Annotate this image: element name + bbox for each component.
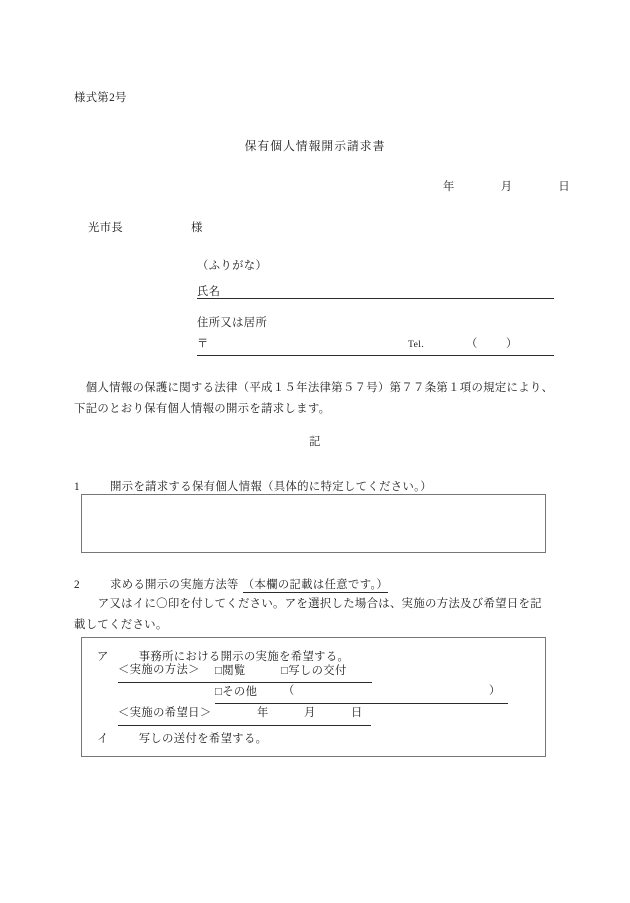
checkbox-browse[interactable] (215, 665, 246, 677)
form-number: 様式第2号 (74, 92, 127, 104)
body-paragraph-line-1: 個人情報の保護に関する法律（平成１５年法律第５７号）第７７条第１項の規定により、 (74, 382, 554, 394)
option-a-row[interactable] (97, 647, 349, 665)
item-1-heading (74, 477, 432, 495)
checkbox-other-label: その他 (222, 686, 258, 698)
item-2-instruction (74, 594, 564, 636)
option-b-row[interactable] (97, 729, 267, 747)
disclosure-method-box[interactable] (81, 637, 546, 757)
date-line (443, 177, 570, 195)
date-day-label: 日 (558, 181, 571, 193)
desired-date-row[interactable] (118, 708, 371, 726)
furigana-label: （ふりがな） (197, 260, 268, 272)
option-b-marker: イ (97, 733, 109, 745)
item-2-heading (74, 575, 388, 593)
checkbox-copy-delivery[interactable] (281, 665, 347, 677)
item-2-instruction-line-1: ア又はイに〇印を付してください。アを選択した場合は、実施の方法及び希望日を記 (86, 598, 542, 610)
item-1-answer-box[interactable] (81, 494, 546, 553)
recipient-honorific: 様 (191, 222, 203, 234)
other-paren-close: ） (489, 685, 501, 697)
tel-label: Tel. (408, 339, 425, 350)
method-choices-row[interactable] (118, 665, 372, 683)
checkbox-other-box: □ (215, 686, 223, 698)
item-2-heading-note: （本欄の記載は任意です。） (242, 579, 389, 591)
checkbox-other[interactable] (215, 686, 257, 698)
address-tel-field[interactable] (197, 339, 554, 356)
tel-paren-open: （ (466, 338, 478, 350)
method-other-row[interactable] (215, 686, 508, 704)
item-1-number: 1 (74, 481, 81, 493)
item-2-instruction-line-2: 載してください。 (74, 619, 168, 631)
desired-date-label: ＜実施の希望日＞ (118, 707, 212, 719)
recipient-line (88, 218, 203, 236)
address-label: 住所又は居所 (197, 317, 268, 329)
postal-mark-icon: 〒 (197, 338, 209, 350)
method-label: ＜実施の方法＞ (118, 664, 200, 676)
item-1-heading-text: 開示を請求する保有個人情報（具体的に特定してください。） (110, 481, 432, 493)
name-label: 氏名 (197, 286, 221, 298)
checkbox-browse-box: □ (215, 665, 223, 677)
date-month-label: 月 (500, 181, 513, 193)
name-field[interactable] (197, 282, 554, 299)
desired-date-month-label: 月 (304, 707, 316, 719)
desired-date-year-label: 年 (257, 707, 269, 719)
checkbox-copy-delivery-label: 写しの交付 (288, 665, 347, 677)
ki-marker: 記 (309, 436, 321, 448)
item-2-number: 2 (74, 579, 81, 591)
item-1-answer-value (82, 495, 545, 507)
recipient-name: 光市長 (88, 222, 124, 234)
desired-date-day-label: 日 (351, 707, 363, 719)
body-paragraph (74, 378, 564, 420)
option-a-text: 事務所における開示の実施を希望する。 (138, 651, 350, 663)
option-b-text: 写しの送付を希望する。 (138, 733, 268, 745)
checkbox-browse-label: 閲覧 (222, 665, 246, 677)
item-2-heading-text: 求める開示の実施方法等 (110, 579, 239, 591)
page-title: 保有個人情報開示請求書 (244, 139, 386, 153)
tel-paren-close: ） (506, 338, 518, 350)
date-year-label: 年 (443, 181, 455, 193)
checkbox-copy-delivery-box: □ (281, 665, 289, 677)
other-paren-open: （ (283, 685, 295, 697)
body-paragraph-line-2: 下記のとおり保有個人情報の開示を請求します。 (74, 403, 331, 415)
option-a-marker: ア (97, 651, 109, 663)
